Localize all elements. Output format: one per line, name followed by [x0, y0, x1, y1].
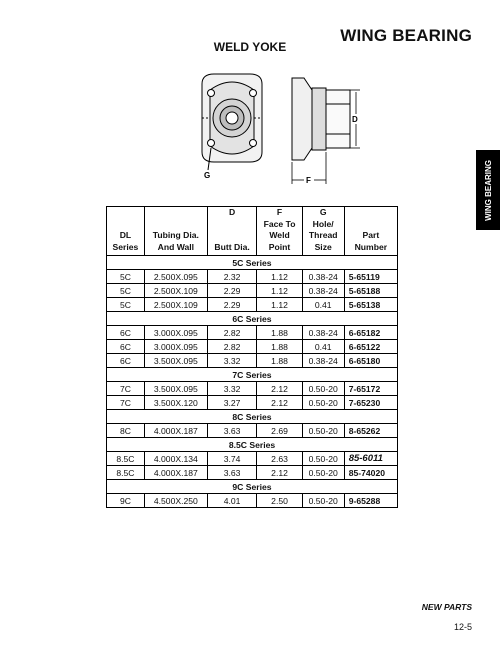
- header-line: Weld: [269, 230, 290, 240]
- table-row: [107, 354, 398, 368]
- table-cell: 0.38-24: [302, 326, 344, 340]
- table-cell: 0.38-24: [302, 354, 344, 368]
- series-header-row: [107, 368, 398, 382]
- series-label: 6C Series: [107, 312, 398, 326]
- yoke-front-view: [202, 74, 262, 170]
- table-cell: 5C: [107, 298, 145, 312]
- header-line: Thread: [308, 230, 338, 240]
- column-header: [144, 207, 207, 256]
- new-parts-note: NEW PARTS: [421, 602, 472, 612]
- header-line: Point: [268, 241, 291, 252]
- header-line: [210, 219, 255, 231]
- table-row: [107, 466, 398, 480]
- table-cell: 9C: [107, 494, 145, 508]
- table-cell: 3.500X.120: [144, 396, 207, 410]
- table-cell: 4.01: [207, 494, 257, 508]
- table-cell: 4.000X.187: [144, 466, 207, 480]
- part-number-cell: 85-6011: [344, 452, 397, 466]
- header-line: Size: [314, 241, 332, 252]
- table-row: [107, 494, 398, 508]
- part-number-cell: 7-65172: [344, 382, 397, 396]
- part-number-cell: 5-65138: [344, 298, 397, 312]
- header-line: Butt Dia.: [214, 241, 250, 252]
- table-cell: 8.5C: [107, 452, 145, 466]
- header-line: Series: [112, 241, 139, 252]
- table-cell: 2.32: [207, 270, 257, 284]
- header-line: DL: [119, 230, 132, 240]
- series-header-row: [107, 256, 398, 270]
- series-label: 5C Series: [107, 256, 398, 270]
- table-cell: 2.12: [257, 396, 302, 410]
- table-row: [107, 424, 398, 438]
- table-cell: 2.12: [257, 382, 302, 396]
- table-cell: 6C: [107, 326, 145, 340]
- table-cell: 2.50: [257, 494, 302, 508]
- weld-yoke-diagram: [180, 66, 370, 196]
- table-cell: 3.000X.095: [144, 340, 207, 354]
- table-cell: 2.12: [257, 466, 302, 480]
- table-cell: 6C: [107, 354, 145, 368]
- table-cell: 1.88: [257, 354, 302, 368]
- table-cell: 2.63: [257, 452, 302, 466]
- label-g: G: [204, 171, 211, 180]
- header-line: [147, 219, 205, 231]
- series-header-row: [107, 410, 398, 424]
- column-header: [302, 207, 344, 256]
- part-number-cell: 6-65122: [344, 340, 397, 354]
- table-cell: 7C: [107, 396, 145, 410]
- series-label: 8C Series: [107, 410, 398, 424]
- table-row: [107, 396, 398, 410]
- column-header: [207, 207, 257, 256]
- part-number-cell: 5-65188: [344, 284, 397, 298]
- table-cell: 3.27: [207, 396, 257, 410]
- series-header-row: [107, 438, 398, 452]
- part-number-cell: 8-65262: [344, 424, 397, 438]
- table-cell: 0.50-20: [302, 466, 344, 480]
- table-cell: 0.41: [302, 298, 344, 312]
- table-cell: 0.50-20: [302, 396, 344, 410]
- table-cell: 0.41: [302, 340, 344, 354]
- parts-table: [106, 206, 398, 508]
- side-tab[interactable]: [476, 150, 500, 230]
- series-label: 9C Series: [107, 480, 398, 494]
- table-cell: 0.50-20: [302, 494, 344, 508]
- header-line: [347, 219, 395, 231]
- table-cell: 6C: [107, 340, 145, 354]
- header-line: [347, 207, 395, 219]
- table-cell: 1.12: [257, 270, 302, 284]
- header-line: And Wall: [157, 241, 195, 252]
- part-number-cell: 5-65119: [344, 270, 397, 284]
- table-cell: 3.500X.095: [144, 382, 207, 396]
- table-cell: 3.63: [207, 466, 257, 480]
- table-row: [107, 298, 398, 312]
- series-label: 7C Series: [107, 368, 398, 382]
- table-cell: 3.63: [207, 424, 257, 438]
- table-cell: 2.69: [257, 424, 302, 438]
- table-cell: 3.32: [207, 354, 257, 368]
- table-cell: 2.29: [207, 284, 257, 298]
- side-tab-label: WING BEARING: [483, 159, 493, 221]
- page-number: 12-5: [453, 622, 472, 632]
- part-number-cell: 6-65182: [344, 326, 397, 340]
- table-cell: 5C: [107, 284, 145, 298]
- table-cell: 3.000X.095: [144, 326, 207, 340]
- table-cell: 2.500X.109: [144, 298, 207, 312]
- table-cell: 1.12: [257, 298, 302, 312]
- table-cell: 8C: [107, 424, 145, 438]
- table-cell: 0.38-24: [302, 270, 344, 284]
- series-label: 8.5C Series: [107, 438, 398, 452]
- table-cell: 2.29: [207, 298, 257, 312]
- table-cell: 1.88: [257, 340, 302, 354]
- table-row: [107, 340, 398, 354]
- header-line: [210, 230, 255, 242]
- table-row: [107, 284, 398, 298]
- part-number-cell: 6-65180: [344, 354, 397, 368]
- table-cell: 1.88: [257, 326, 302, 340]
- label-d: D: [352, 115, 358, 124]
- table-cell: 3.74: [207, 452, 257, 466]
- table-cell: 4.500X.250: [144, 494, 207, 508]
- table-row: [107, 270, 398, 284]
- table-cell: 3.500X.095: [144, 354, 207, 368]
- column-header: [344, 207, 397, 256]
- header-line: Number: [354, 241, 388, 252]
- table-row: [107, 326, 398, 340]
- column-header: [107, 207, 145, 256]
- header-line: Face To: [263, 218, 296, 229]
- table-header-row: [107, 207, 398, 256]
- table-cell: 2.82: [207, 340, 257, 354]
- header-line: Tubing Dia.: [152, 230, 199, 240]
- table-cell: 2.500X.095: [144, 270, 207, 284]
- table-cell: 8.5C: [107, 466, 145, 480]
- header-line: Part: [362, 230, 380, 240]
- table-cell: 2.500X.109: [144, 284, 207, 298]
- table-cell: 0.38-24: [302, 284, 344, 298]
- page-title: WING BEARING: [340, 26, 472, 45]
- table-cell: 3.32: [207, 382, 257, 396]
- header-line: G: [319, 207, 327, 217]
- table-cell: 0.50-20: [302, 424, 344, 438]
- table-cell: 4.000X.187: [144, 424, 207, 438]
- series-header-row: [107, 312, 398, 326]
- table-cell: 7C: [107, 382, 145, 396]
- header-line: [147, 207, 205, 219]
- table-cell: 0.50-20: [302, 452, 344, 466]
- table-cell: 4.000X.134: [144, 452, 207, 466]
- header-line: Hole/: [312, 218, 334, 229]
- label-f: F: [306, 176, 311, 185]
- table-row: [107, 382, 398, 396]
- yoke-side-view: [292, 78, 360, 184]
- section-subtitle: WELD YOKE: [213, 40, 287, 54]
- table-cell: 2.82: [207, 326, 257, 340]
- series-header-row: [107, 480, 398, 494]
- part-number-cell: 9-65288: [344, 494, 397, 508]
- header-line: [109, 219, 142, 231]
- table-cell: 0.50-20: [302, 382, 344, 396]
- column-header: [257, 207, 302, 256]
- header-line: [109, 207, 142, 219]
- table-row: [107, 452, 398, 466]
- table-cell: 1.12: [257, 284, 302, 298]
- part-number-cell: 7-65230: [344, 396, 397, 410]
- table-cell: 5C: [107, 270, 145, 284]
- header-line: F: [276, 207, 283, 217]
- part-number-cell: 85-74020: [344, 466, 397, 480]
- header-line: D: [228, 207, 236, 217]
